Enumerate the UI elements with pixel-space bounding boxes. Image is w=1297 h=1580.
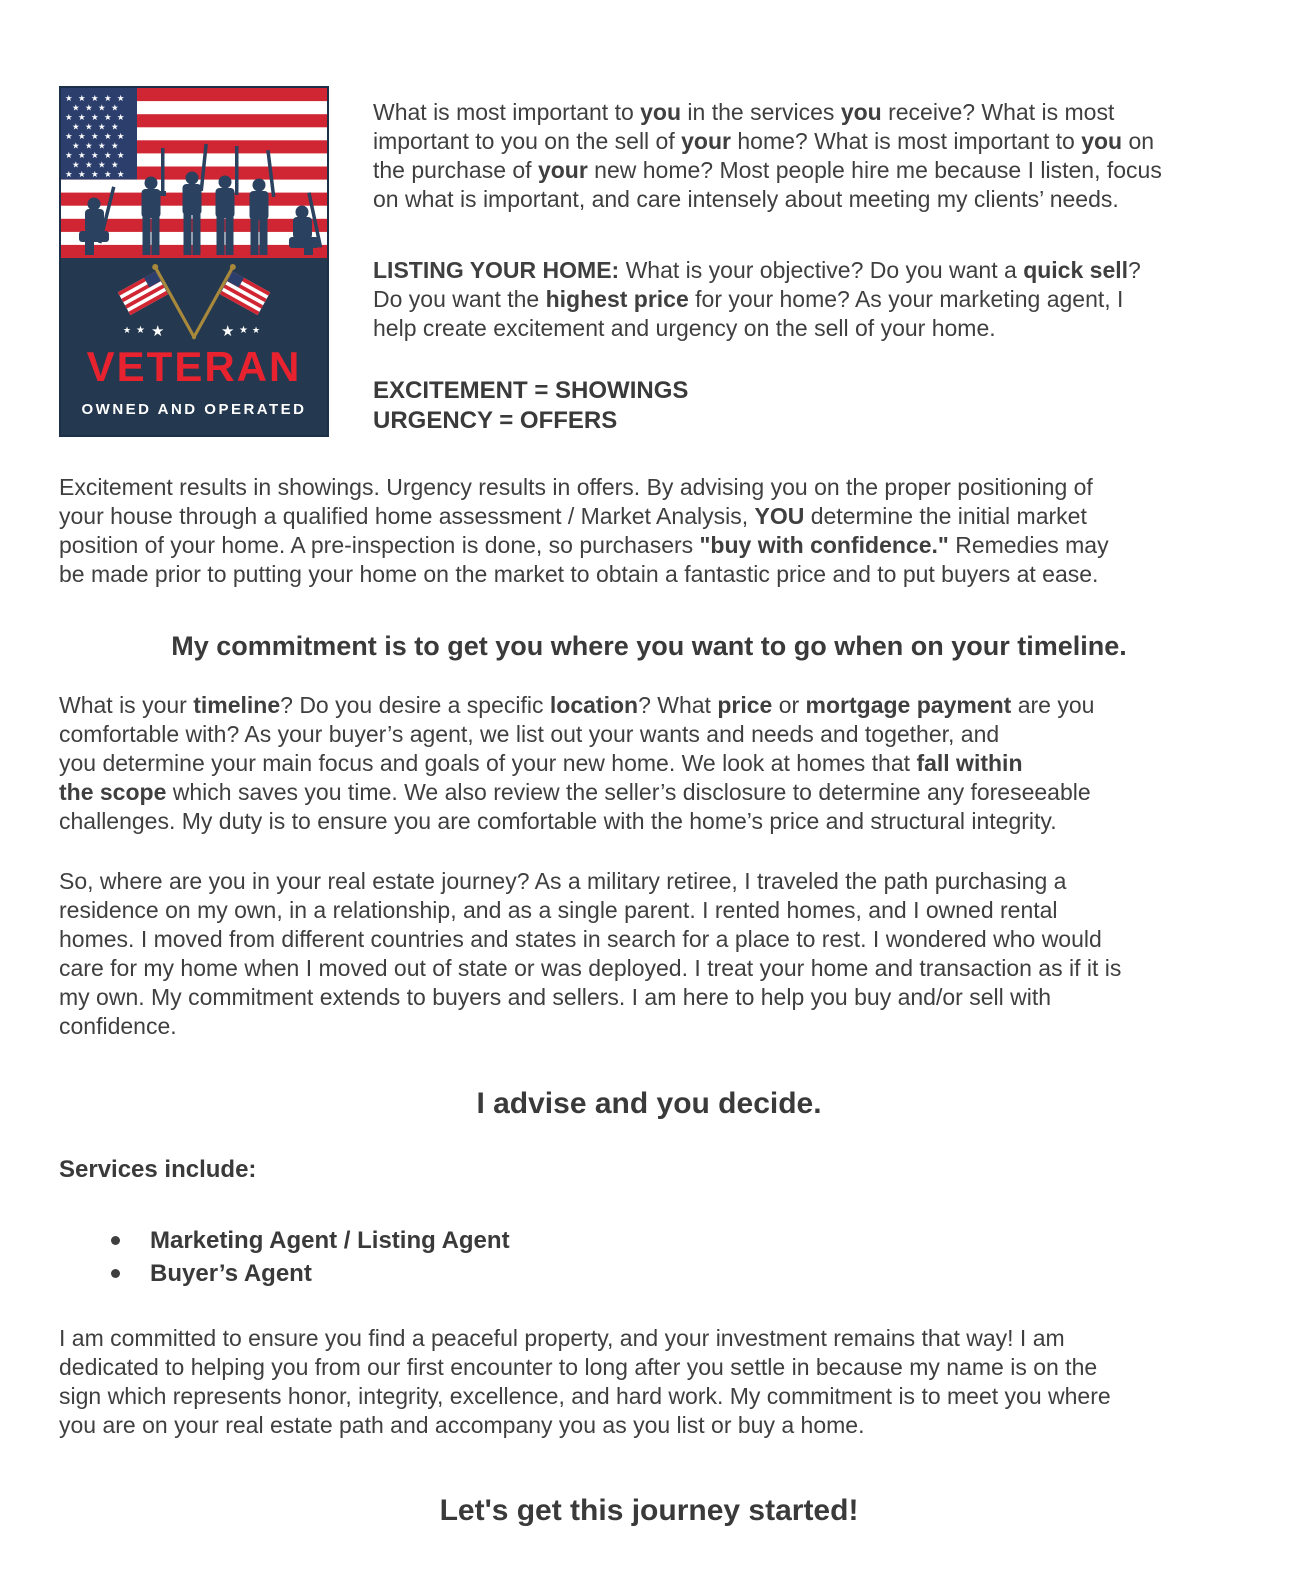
canton-stars xyxy=(65,93,126,179)
svg-text:★: ★ xyxy=(123,325,132,335)
listing-your-home-paragraph: LISTING YOUR HOME: What is your objective? Do you want a quick sell? Do you want the highest price for your home? As your marketing agent, I help create excitement and urgency on the sell of your home. xyxy=(373,257,1141,341)
svg-text:★ ★ ★ ★: ★ ★ ★ ★ xyxy=(72,121,121,132)
positioning-paragraph: Excitement results in showings. Urgency results in offers. By advising you on the proper positioning of your house through a qualified home assessment / Market Analysis, YOU determine the initial market position of your home. A pre-inspection is done, so purchasers "buy with confidence." Remedies may be made prior to putting your home on the market to obtain a fantastic price and to put buyers at ease. xyxy=(59,474,1109,587)
svg-text:★: ★ xyxy=(136,325,145,336)
service-item-label: Marketing Agent / Listing Agent xyxy=(150,1227,510,1254)
svg-text:★: ★ xyxy=(239,325,248,336)
bullet-icon xyxy=(111,1236,120,1245)
services-include-label: Services include: xyxy=(59,1156,257,1183)
service-item-label: Buyer’s Agent xyxy=(150,1260,312,1287)
journey-paragraph: So, where are you in your real estate journey? As a military retiree, I traveled the path purchasing a residence on my own, in a relationship, and as a single parent. I rented homes, and I owned rental homes. I moved from different countries and states in search for a place to rest. I wondered who would care for my home when I moved out of state or was deployed. I treat your home and transaction as if it is my own. My commitment extends to buyers and sellers. I am here to help you buy and/or sell with confidence. xyxy=(59,868,1122,1039)
svg-text:★ ★ ★ ★: ★ ★ ★ ★ xyxy=(72,159,121,170)
bullet-icon xyxy=(111,1269,120,1278)
timeline-paragraph: What is your timeline? Do you desire a specific location? What price or mortgage payment are you comfortable with? As your buyer’s agent, we list out your wants and needs and together, and you determine your main focus and goals of your new home. We look at homes that fall within the scope which saves you time. We also review the seller’s disclosure to determine any foreseeable challenges. My duty is to ensure you are comfortable with the home’s price and structural integrity. xyxy=(59,692,1095,834)
svg-text:★ ★ ★ ★: ★ ★ ★ ★ xyxy=(72,102,121,113)
committed-paragraph: I am committed to ensure you find a peaceful property, and your investment remains that way! I am dedicated to helping you from our first encounter to long after you settle in because my name is on the sign which represents honor, integrity, excellence, and hard work. My commitment is to meet you where you are on your real estate path and accompany you as you list or buy a home. xyxy=(59,1325,1111,1438)
veteran-badge-graphic xyxy=(61,88,327,435)
veteran-label: VETERAN xyxy=(86,343,302,390)
owned-operated-label: OWNED AND OPERATED xyxy=(81,401,307,418)
svg-text:★ ★ ★ ★ ★: ★ ★ ★ ★ ★ xyxy=(65,150,127,160)
svg-text:★ ★ ★ ★: ★ ★ ★ ★ xyxy=(72,140,121,151)
svg-text:★ ★ ★ ★ ★: ★ ★ ★ ★ ★ xyxy=(65,131,127,141)
veteran-owned-operated-badge xyxy=(59,86,329,437)
intro-paragraph: What is most important to you in the services you receive? What is most important to you on the sell of your home? What is most important to you on the purchase of your new home? Most people hire me because I listen, focus on what is important, and care intensely about meeting my clients’ needs. xyxy=(373,99,1162,212)
services-list xyxy=(59,1224,1239,1290)
excitement-urgency-lines: EXCITEMENT = SHOWINGS URGENCY = OFFERS xyxy=(373,377,689,434)
list-item xyxy=(59,1224,1239,1257)
list-item xyxy=(59,1257,1239,1290)
svg-text:★: ★ xyxy=(252,325,261,335)
svg-text:★: ★ xyxy=(151,323,165,340)
svg-text:★: ★ xyxy=(221,323,235,340)
svg-text:★ ★ ★ ★ ★: ★ ★ ★ ★ ★ xyxy=(65,112,127,122)
top-section xyxy=(59,86,1239,437)
advise-heading: I advise and you decide. xyxy=(476,1087,822,1120)
intro-column xyxy=(373,98,1239,436)
commitment-heading: My commitment is to get you where you want to go when on your timeline. xyxy=(171,631,1127,661)
svg-text:★ ★ ★ ★ ★: ★ ★ ★ ★ ★ xyxy=(65,93,127,103)
closing-heading: Let's get this journey started! xyxy=(439,1494,859,1527)
svg-text:★ ★ ★ ★ ★: ★ ★ ★ ★ ★ xyxy=(65,169,127,179)
